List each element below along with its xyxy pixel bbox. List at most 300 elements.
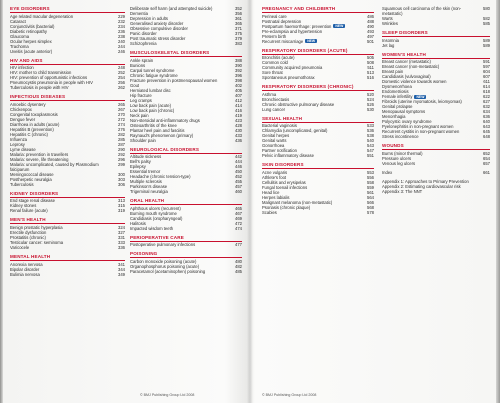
entry-title-text: Aphthous ulcers (recurrent) bbox=[130, 205, 181, 211]
entry-page-number: 375 bbox=[235, 31, 242, 36]
entry-title-text: Athlete's foot bbox=[262, 174, 287, 180]
section-heading: MEN'S HEALTH bbox=[10, 217, 46, 223]
contents-entry[interactable] bbox=[130, 189, 242, 194]
right-page-edge bbox=[496, 0, 500, 403]
entry-title-text: Obsessive compulsive disorder bbox=[130, 26, 188, 31]
entry-title-text: Partner notification bbox=[262, 148, 297, 154]
entry-title-text: Common cold bbox=[262, 60, 288, 66]
new-badge: NEW bbox=[335, 24, 344, 29]
entry-title-text: Uveitis (acute anterior) bbox=[10, 48, 53, 54]
entry-title-text: Panic disorder bbox=[130, 31, 157, 36]
entry-page-number: 485 bbox=[235, 268, 242, 274]
entry-title-text: Influenza bbox=[10, 136, 27, 142]
entry-title bbox=[130, 189, 228, 194]
section-heading: KIDNEY DISORDERS bbox=[10, 190, 59, 196]
entry-title bbox=[262, 210, 360, 215]
entry-page-number: 536 bbox=[367, 128, 374, 134]
entry-title bbox=[130, 226, 228, 231]
contents-section bbox=[382, 30, 490, 48]
entry-title-text: Trigeminal neuralgia bbox=[130, 189, 168, 195]
contents-entry[interactable] bbox=[262, 75, 374, 80]
entry-page-number: 513 bbox=[367, 70, 374, 76]
entry-page-number: 640 bbox=[483, 119, 490, 125]
entry-title bbox=[262, 75, 360, 80]
entry-title-text: Low back pain (chronic) bbox=[130, 107, 175, 113]
entry-title bbox=[262, 153, 360, 158]
entry-title-text: Genital warts bbox=[262, 138, 287, 144]
section-heading: MENTAL HEALTH bbox=[10, 253, 51, 259]
entry-title bbox=[382, 189, 476, 194]
entry-title-text: Bronchiectasis bbox=[262, 96, 290, 102]
entry-page-number: 248 bbox=[118, 65, 125, 71]
contents-section bbox=[262, 6, 374, 44]
entry-title-text: Impacted wisdom teeth bbox=[130, 225, 174, 231]
entry-page-number: 543 bbox=[367, 143, 374, 149]
entry-title-text: Spontaneous pneumothorax bbox=[262, 75, 315, 81]
new-badge: NEW bbox=[307, 39, 316, 44]
contents-section bbox=[382, 143, 490, 166]
entry-page-number: 490 bbox=[367, 23, 374, 29]
entry-title-text: Asthma bbox=[262, 91, 277, 97]
entry-page-number: 553 bbox=[367, 169, 374, 175]
section-rule bbox=[382, 58, 490, 59]
contents-section bbox=[130, 6, 242, 46]
section-heading: SKIN DISORDERS bbox=[262, 162, 304, 168]
entry-title-text: Pressure ulcers bbox=[382, 155, 412, 161]
contents-column-1 bbox=[10, 6, 125, 281]
entry-page-number: 285 bbox=[118, 136, 125, 142]
section-heading: ORAL HEALTH bbox=[130, 198, 165, 204]
entry-title-text: Preterm birth bbox=[262, 33, 287, 39]
entry-page-number: 407 bbox=[235, 92, 242, 98]
contents-entry[interactable] bbox=[262, 153, 374, 158]
entry-title-text: Low back pain (acute) bbox=[130, 102, 171, 108]
entry-title-text: Deliberate self harm (and attempted suicide) bbox=[130, 6, 213, 11]
entry-title-text: Genital prolapse bbox=[382, 104, 413, 110]
entry-title-text: Malaria: prevention in travellers bbox=[10, 151, 69, 157]
entry-title-text: Insomnia bbox=[382, 37, 399, 43]
entry-title-text: Carbon monoxide poisoning (acute) bbox=[130, 258, 197, 264]
contents-entry[interactable] bbox=[10, 208, 125, 213]
entry-title-text: Dementia bbox=[130, 11, 148, 16]
entry-page-number: 632 bbox=[483, 104, 490, 110]
section-rule bbox=[262, 90, 374, 91]
footer-right: © BMJ Publishing Group Ltd 2008 bbox=[262, 393, 317, 397]
entry-title-text: Malignant melanoma (non-metastatic) bbox=[262, 199, 333, 205]
contents-entry[interactable] bbox=[10, 245, 125, 250]
entry-page-number: 654 bbox=[483, 155, 490, 161]
entry-page-number: 482 bbox=[235, 263, 242, 269]
section-rule bbox=[10, 12, 125, 13]
entry-title-text: Index bbox=[382, 169, 393, 175]
entry-page-number: 396 bbox=[235, 72, 242, 78]
entry-page-number: 256 bbox=[118, 80, 125, 86]
entry-title-text: Bacterial vaginosis bbox=[262, 123, 297, 129]
contents-section bbox=[382, 179, 490, 194]
contents-section bbox=[10, 6, 125, 54]
contents-entry[interactable] bbox=[10, 49, 125, 54]
entry-title-text: Post traumatic stress disorder bbox=[130, 36, 186, 41]
entry-page-number: 436 bbox=[235, 137, 242, 143]
section-heading: RESPIRATORY DISORDERS (ACUTE) bbox=[262, 47, 348, 53]
section-rule bbox=[382, 36, 490, 37]
entry-page-number: 232 bbox=[118, 18, 125, 24]
entry-page-number: 267 bbox=[118, 106, 125, 112]
entry-page-number: 477 bbox=[235, 242, 242, 248]
contents-section bbox=[10, 217, 125, 250]
entry-page-number: 505 bbox=[367, 55, 374, 61]
entry-title-text: Conjunctivitis (bacterial) bbox=[10, 23, 55, 29]
entry-title-text: Menorrhagia bbox=[382, 114, 406, 120]
entry-title-text: Kidney stones bbox=[10, 203, 37, 209]
entry-page-number: 331 bbox=[118, 234, 125, 240]
entry-title-text: Carpal tunnel syndrome bbox=[130, 67, 175, 73]
entry-title-text: Postoperative pulmonary infections bbox=[130, 242, 196, 248]
entry-title-text: Age related macular degeneration bbox=[10, 13, 74, 19]
entry-page-number: 296 bbox=[118, 156, 125, 162]
entry-page-number: 568 bbox=[367, 204, 374, 210]
entry-title-text: Amoebic dysentery bbox=[10, 101, 46, 107]
entry-title-text: Chlamydia (uncomplicated, genital) bbox=[262, 128, 328, 134]
new-badge: NEW bbox=[416, 95, 425, 100]
entry-title bbox=[382, 161, 476, 166]
entry-page-number: 516 bbox=[367, 75, 374, 81]
entry-title-text: Malaria: uncomplicated, caused by Plasmodium falciparum bbox=[10, 161, 99, 172]
entry-title-text: Organophosphorus poisoning (acute) bbox=[130, 263, 200, 269]
entry-page-number: 282 bbox=[118, 131, 125, 137]
contents-entry[interactable] bbox=[382, 161, 490, 166]
section-heading: SEXUAL HEALTH bbox=[262, 115, 303, 121]
entry-page-number: 627 bbox=[483, 99, 490, 105]
entry-page-number: 416 bbox=[235, 107, 242, 113]
entry-title bbox=[262, 39, 360, 44]
contents-section bbox=[262, 116, 374, 159]
section-rule bbox=[262, 122, 374, 123]
entry-title-text: Leprosy bbox=[10, 141, 25, 147]
entry-page-number: 303 bbox=[118, 176, 125, 182]
entry-page-number: 566 bbox=[367, 199, 374, 205]
entry-page-number: 618 bbox=[483, 89, 490, 95]
entry-page-number: 604 bbox=[483, 69, 490, 75]
entry-page-number: 661 bbox=[483, 169, 490, 175]
entry-title-text: Prostatitis (chronic) bbox=[10, 234, 46, 240]
entry-page-number: 234 bbox=[118, 23, 125, 29]
section-heading: MUSCULOSKELETAL DISORDERS bbox=[130, 50, 210, 55]
entry-title-text: Non-steroidal anti-inflammatory drugs bbox=[130, 117, 200, 123]
contents-entry[interactable] bbox=[262, 210, 374, 215]
entry-title bbox=[10, 49, 111, 54]
entry-page-number: 388 bbox=[235, 57, 242, 63]
entry-page-number: 589 bbox=[483, 42, 490, 48]
entry-title-text: Perineal care bbox=[262, 13, 287, 19]
entry-page-number: 460 bbox=[235, 189, 242, 195]
entry-page-number: 327 bbox=[118, 229, 125, 235]
entry-page-number: 344 bbox=[118, 266, 125, 272]
entry-title-text: Altitude sickness bbox=[130, 154, 162, 160]
entry-page-number: 254 bbox=[118, 75, 125, 81]
entry-page-number: 423 bbox=[235, 117, 242, 123]
contents-column-3 bbox=[262, 6, 374, 219]
entry-page-number: 313 bbox=[118, 198, 125, 204]
entry-title-text: Burns (minor thermal) bbox=[382, 150, 423, 156]
entry-page-number: 244 bbox=[118, 43, 125, 49]
entry-title-text: Gout bbox=[130, 82, 140, 88]
entry-page-number: 582 bbox=[483, 16, 490, 21]
entry-title-text: Bronchitis (acute) bbox=[262, 55, 295, 61]
entry-title-text: Testicular cancer: seminoma bbox=[10, 239, 64, 245]
entry-page-number: 371 bbox=[235, 26, 242, 31]
contents-section bbox=[130, 147, 242, 195]
entry-title-text: Menopausal symptoms bbox=[382, 109, 426, 115]
entry-title-text: Stress incontinence bbox=[382, 134, 419, 140]
contents-entry[interactable] bbox=[382, 170, 490, 175]
entry-page-number: 405 bbox=[235, 87, 242, 93]
entry-title-text: Recurrent miscarriage bbox=[262, 38, 304, 44]
entry-page-number: 398 bbox=[235, 77, 242, 83]
entry-title-text: Headache (chronic tension-type) bbox=[130, 174, 191, 180]
entry-title bbox=[10, 182, 111, 187]
entry-title-text: HIV infection bbox=[10, 65, 34, 71]
entry-page-number: 402 bbox=[235, 82, 242, 88]
entry-page-number: 455 bbox=[235, 179, 242, 185]
entry-title-text: Appendix 3: The NNT bbox=[382, 188, 423, 194]
contents-entry[interactable] bbox=[130, 242, 242, 247]
section-heading: NEUROLOGICAL DISORDERS bbox=[130, 146, 200, 152]
entry-title-text: Ankle sprain bbox=[130, 57, 154, 63]
section-rule bbox=[262, 54, 374, 55]
section-rule bbox=[10, 64, 125, 65]
entry-page-number: 444 bbox=[235, 159, 242, 165]
entry-title-text: Schizophrenia bbox=[130, 41, 157, 46]
contents-entry[interactable] bbox=[10, 272, 125, 277]
contents-section bbox=[10, 94, 125, 187]
entry-page-number: 597 bbox=[483, 64, 490, 70]
entry-title bbox=[130, 138, 228, 143]
entry-title-text: Squamous cell carcinoma of the skin (non-metastatic) bbox=[382, 6, 462, 16]
entry-page-number: 262 bbox=[118, 85, 125, 91]
entry-title-text: Renal failure (acute) bbox=[10, 208, 48, 214]
entry-title-text: Shoulder pain bbox=[130, 137, 156, 143]
entry-title-text: Sore throat bbox=[262, 70, 283, 76]
entry-title-text: Meningococcal disease bbox=[10, 171, 54, 177]
section-rule bbox=[10, 197, 125, 198]
entry-page-number: 324 bbox=[118, 224, 125, 230]
entry-title-text: Wrinkles bbox=[382, 21, 398, 26]
entry-title-text: Candidiasis (oropharyngeal) bbox=[130, 215, 183, 221]
contents-entry[interactable] bbox=[130, 138, 242, 143]
entry-page-number: 290 bbox=[118, 146, 125, 152]
entry-page-number: 265 bbox=[118, 101, 125, 107]
entry-title-text: Malaria: severe, life threatening bbox=[10, 156, 69, 162]
entry-title bbox=[382, 43, 476, 48]
entry-page-number: 392 bbox=[235, 67, 242, 73]
entry-page-number: 508 bbox=[367, 60, 374, 66]
entry-page-number: 333 bbox=[118, 239, 125, 245]
entry-title-text: Anorexia nervosa bbox=[10, 261, 43, 267]
section-rule bbox=[130, 153, 242, 154]
entry-page-number: 636 bbox=[483, 114, 490, 120]
section-rule bbox=[130, 241, 242, 242]
entry-page-number: 488 bbox=[367, 18, 374, 24]
entry-title-text: Trachoma bbox=[10, 43, 29, 49]
entry-page-number: 433 bbox=[235, 132, 242, 138]
entry-title-text: Lung cancer bbox=[262, 106, 286, 112]
entry-page-number: 236 bbox=[118, 28, 125, 34]
entry-page-number: 276 bbox=[118, 126, 125, 132]
entry-title-text: Varicocele bbox=[10, 244, 30, 250]
section-heading: PERIOPERATIVE CARE bbox=[130, 234, 184, 240]
entry-page-number: 591 bbox=[483, 59, 490, 65]
entry-page-number: 652 bbox=[483, 150, 490, 156]
entry-page-number: 442 bbox=[235, 154, 242, 160]
entry-page-number: 365 bbox=[235, 21, 242, 26]
contents-entry[interactable] bbox=[262, 39, 374, 44]
entry-page-number: 533 bbox=[367, 123, 374, 129]
contents-entry[interactable] bbox=[130, 226, 242, 231]
entry-title-text: Raynaud's phenomenon (primary) bbox=[130, 132, 194, 138]
entry-title-text: Genital herpes bbox=[262, 133, 290, 139]
entry-title-text: Glaucoma bbox=[10, 33, 30, 39]
section-heading: PREGNANCY AND CHILDBIRTH bbox=[262, 6, 336, 11]
entry-page-number: 457 bbox=[235, 184, 242, 190]
entry-title-text: Erectile dysfunction bbox=[10, 229, 47, 235]
entry-title-text: Breast pain bbox=[382, 69, 404, 75]
entry-title-text: Candidiasis (vulvovaginal) bbox=[382, 74, 431, 80]
entry-title-text: Breast cancer (metastatic) bbox=[382, 59, 431, 65]
entry-title-text: Psoriasis (chronic plaque) bbox=[262, 204, 311, 210]
left-page-edge bbox=[0, 0, 3, 403]
entry-title-text: Community acquired pneumonia bbox=[262, 65, 323, 71]
contents-section bbox=[130, 50, 242, 143]
section-rule bbox=[130, 204, 242, 205]
section-rule bbox=[10, 223, 125, 224]
contents-entry[interactable] bbox=[382, 43, 490, 48]
contents-section bbox=[262, 84, 374, 112]
contents-section bbox=[382, 170, 490, 175]
contents-entry[interactable] bbox=[10, 162, 125, 172]
section-heading: WOUNDS bbox=[382, 143, 404, 149]
entry-title-text: Hepatitis C (chronic) bbox=[10, 131, 48, 137]
contents-section bbox=[130, 251, 242, 274]
entry-page-number: 607 bbox=[483, 74, 490, 80]
entry-title-text: Acne vulgaris bbox=[262, 169, 288, 175]
entry-page-number: 240 bbox=[118, 38, 125, 44]
contents-entry[interactable] bbox=[382, 6, 490, 16]
entry-page-number: 493 bbox=[367, 28, 374, 34]
entry-title bbox=[130, 269, 228, 274]
contents-entry[interactable] bbox=[382, 189, 490, 194]
entry-page-number: 383 bbox=[235, 41, 242, 46]
contents-section bbox=[382, 6, 490, 26]
contents-entry[interactable] bbox=[382, 134, 490, 139]
contents-section bbox=[382, 52, 490, 140]
entry-title-text: Tuberculosis in people with HIV bbox=[10, 85, 69, 91]
entry-title-text: Paracetamol (acetaminophen) poisoning bbox=[130, 268, 206, 274]
contents-entry[interactable] bbox=[10, 85, 125, 90]
entry-title-text: Generalised anxiety disorder bbox=[130, 21, 184, 26]
contents-column-4 bbox=[382, 6, 490, 198]
section-rule bbox=[130, 56, 242, 57]
entry-page-number: 559 bbox=[367, 184, 374, 190]
entry-page-number: 274 bbox=[118, 121, 125, 127]
entry-page-number: 558 bbox=[367, 179, 374, 185]
entry-page-number: 486 bbox=[367, 13, 374, 19]
book-spine bbox=[247, 0, 253, 403]
entry-title bbox=[10, 162, 111, 172]
entry-page-number: 379 bbox=[235, 36, 242, 41]
entry-title-text: Congenital toxoplasmosis bbox=[10, 111, 58, 117]
entry-page-number: 564 bbox=[367, 194, 374, 200]
entry-title-text: Fibroids (uterine myomatosis, leiomyomas) bbox=[382, 99, 462, 105]
contents-section bbox=[130, 235, 242, 248]
entry-page-number: 246 bbox=[118, 48, 125, 54]
entry-title-text: Recurrent cystitis in non-pregnant women bbox=[382, 129, 460, 135]
section-heading: INFECTIOUS DISEASES bbox=[10, 94, 66, 100]
section-heading: HIV AND AIDS bbox=[10, 57, 43, 63]
entry-page-number: 352 bbox=[235, 6, 242, 11]
entry-title-text: Pelvic inflammatory disease bbox=[262, 153, 314, 159]
entry-title-text: Burning mouth syndrome bbox=[130, 210, 177, 216]
entry-title-text: Depression in adults bbox=[130, 16, 168, 21]
entry-title-text: Tuberculosis bbox=[10, 181, 34, 187]
entry-title-text: Pre-eclampsia and hypertension bbox=[262, 28, 323, 34]
entry-page-number: 556 bbox=[367, 174, 374, 180]
contents-entry[interactable] bbox=[382, 21, 490, 26]
contents-entry[interactable] bbox=[130, 269, 242, 274]
section-heading: POISONING bbox=[130, 251, 158, 257]
entry-title-text: Essential tremor bbox=[130, 169, 161, 175]
entry-title bbox=[382, 134, 476, 139]
entry-title bbox=[382, 6, 476, 16]
entry-page-number: 634 bbox=[483, 109, 490, 115]
entry-title-text: HIV: prevention of opportunistic infections bbox=[10, 75, 88, 81]
entry-title-text: Epilepsy bbox=[130, 164, 146, 170]
entry-page-number: 469 bbox=[235, 215, 242, 221]
entry-title-text: Gonorrhoea bbox=[262, 143, 285, 149]
entry-title bbox=[382, 21, 476, 26]
entry-title-text: Female infertility bbox=[382, 94, 413, 100]
entry-page-number: 419 bbox=[235, 112, 242, 118]
entry-title-text: Appendix 1: Approaches to Primary Prevention bbox=[382, 178, 469, 184]
entry-title-text: Plantar heel pain and fasciitis bbox=[130, 127, 185, 133]
entry-title-text: Fracture prevention in postmenopausal women bbox=[130, 77, 218, 83]
entry-page-number: 430 bbox=[235, 127, 242, 133]
contents-entry[interactable] bbox=[130, 41, 242, 46]
entry-page-number: 270 bbox=[118, 111, 125, 117]
entry-page-number: 520 bbox=[367, 91, 374, 97]
entry-title-text: Chickenpox bbox=[10, 106, 32, 112]
entry-title-text: Bell's palsy bbox=[130, 159, 151, 165]
entry-title bbox=[130, 242, 228, 247]
contents-entry[interactable] bbox=[262, 107, 374, 112]
contents-entry[interactable] bbox=[10, 182, 125, 187]
entry-title-text: Cellulitis and erysipelas bbox=[262, 179, 306, 185]
entry-page-number: 336 bbox=[118, 244, 125, 250]
entry-title bbox=[10, 245, 111, 250]
footer-left: © BMJ Publishing Group Ltd 2008 bbox=[140, 393, 195, 397]
entry-title-text: End stage renal disease bbox=[10, 198, 55, 204]
contents-section bbox=[10, 191, 125, 214]
section-rule bbox=[382, 149, 490, 150]
entry-page-number: 238 bbox=[118, 33, 125, 39]
entry-title-text: Appendix 2: Estimating cardiovascular risk bbox=[382, 183, 461, 189]
entry-page-number: 578 bbox=[367, 209, 374, 215]
entry-title bbox=[130, 41, 228, 46]
entry-page-number: 349 bbox=[118, 271, 125, 277]
entry-title-text: Pyelonephritis in non-pregnant women bbox=[382, 124, 454, 130]
entry-page-number: 315 bbox=[118, 203, 125, 209]
section-rule bbox=[10, 100, 125, 101]
